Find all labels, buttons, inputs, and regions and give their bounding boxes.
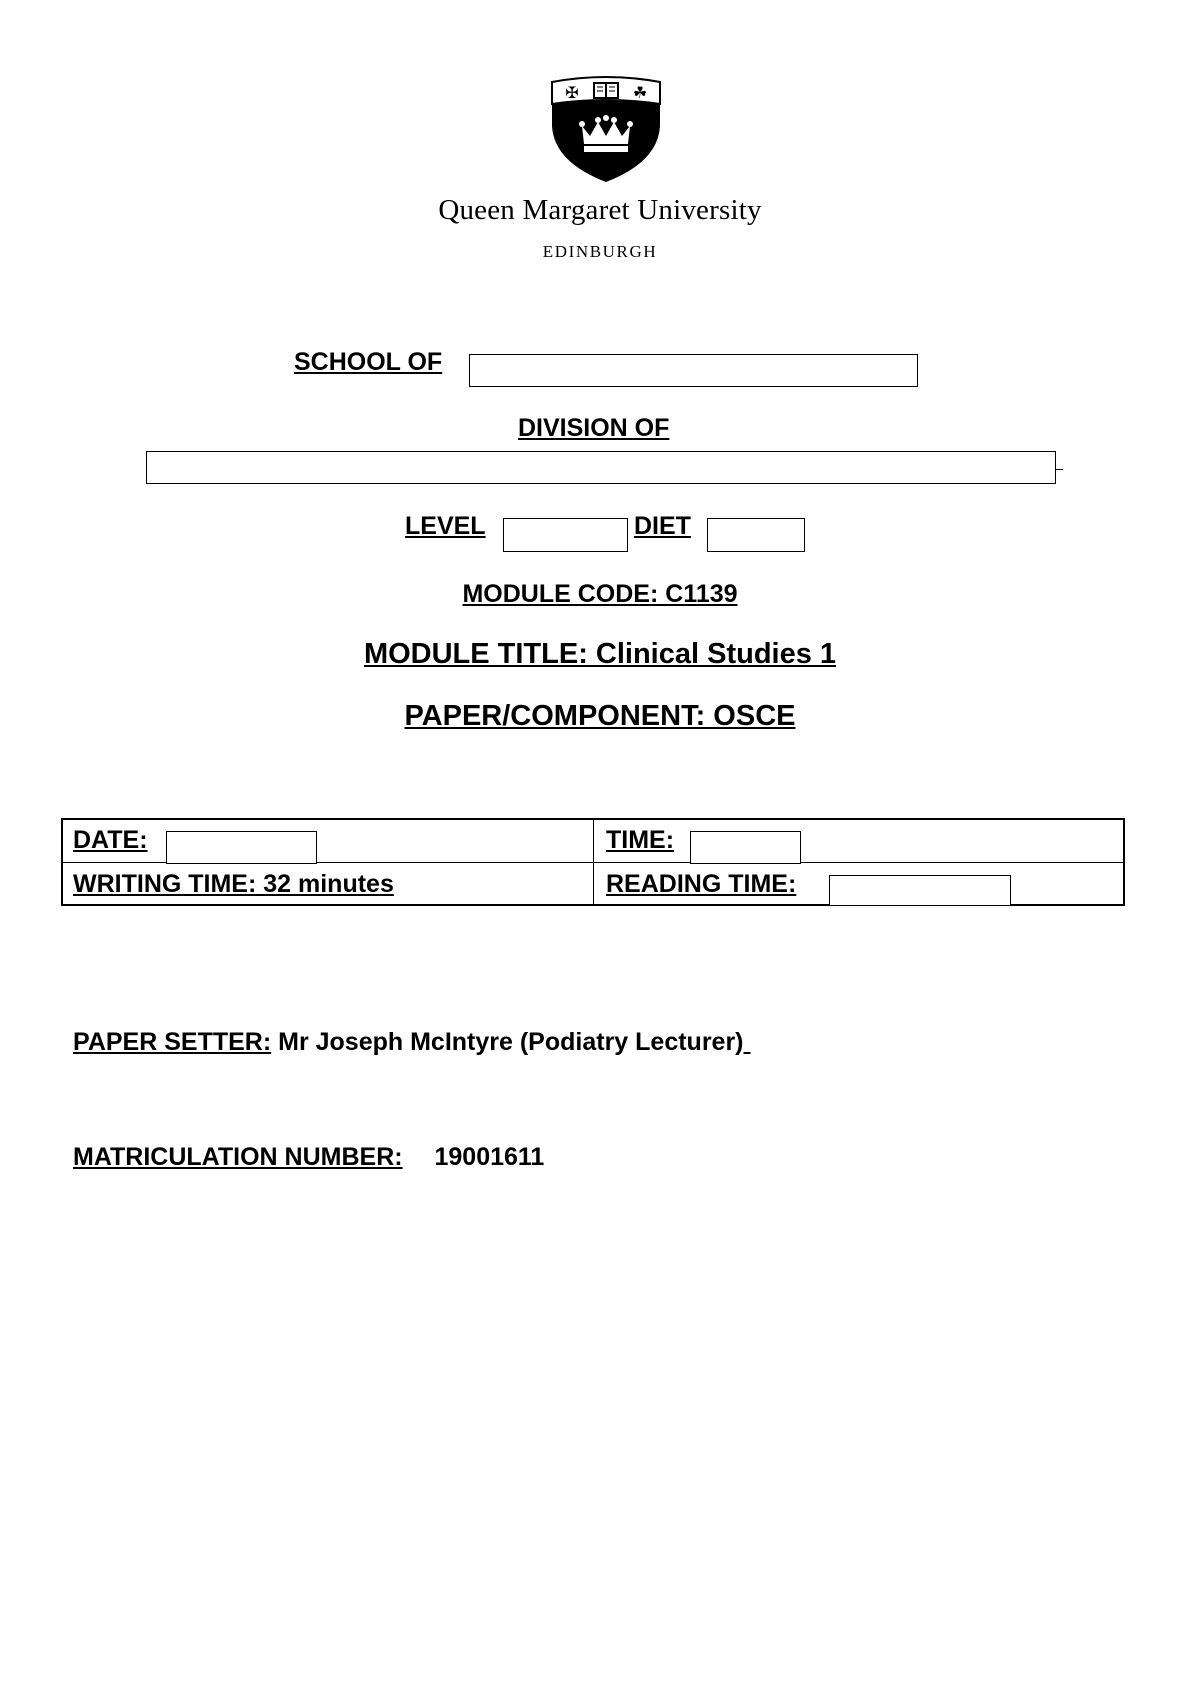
level-label: LEVEL: [405, 512, 486, 540]
paper-setter-underline: [744, 1028, 751, 1056]
svg-text:✠: ✠: [565, 83, 579, 102]
university-name: Queen Margaret University: [438, 194, 762, 226]
module-title: MODULE TITLE: Clinical Studies 1: [363, 638, 837, 670]
division-of-field[interactable]: [146, 451, 1056, 484]
matriculation-line: [73, 1143, 544, 1172]
paper-setter-value: Mr Joseph McIntyre (Podiatry Lecturer): [278, 1028, 744, 1056]
level-field[interactable]: [503, 518, 628, 552]
reading-time-field[interactable]: [829, 875, 1011, 906]
date-label: DATE:: [73, 826, 148, 854]
svg-text:☘: ☘: [632, 83, 648, 102]
paper-component: PAPER/COMPONENT: OSCE: [404, 700, 796, 732]
matriculation-label: MATRICULATION NUMBER:: [73, 1143, 403, 1171]
matriculation-value: 19001611: [434, 1143, 545, 1171]
table-column-divider: [593, 820, 594, 904]
writing-time-label: WRITING TIME: 32 minutes: [73, 870, 394, 898]
exam-info-table: [61, 818, 1125, 906]
diet-label: DIET: [634, 512, 691, 540]
time-field[interactable]: [690, 831, 801, 864]
division-field-tick: [1056, 469, 1063, 470]
module-code: MODULE CODE: C1139: [462, 580, 738, 608]
school-of-label: SCHOOL OF: [294, 348, 443, 376]
reading-time-label: READING TIME:: [606, 870, 797, 898]
university-city: EDINBURGH: [542, 242, 658, 261]
paper-setter-label: PAPER SETTER:: [73, 1028, 272, 1056]
division-of-label: DIVISION OF: [518, 414, 670, 442]
paper-setter-line: [73, 1028, 750, 1057]
time-label: TIME:: [606, 826, 675, 854]
school-of-field[interactable]: [469, 354, 918, 387]
diet-field[interactable]: [707, 518, 805, 552]
date-field[interactable]: [166, 831, 317, 864]
university-crest-logo: [550, 74, 662, 184]
